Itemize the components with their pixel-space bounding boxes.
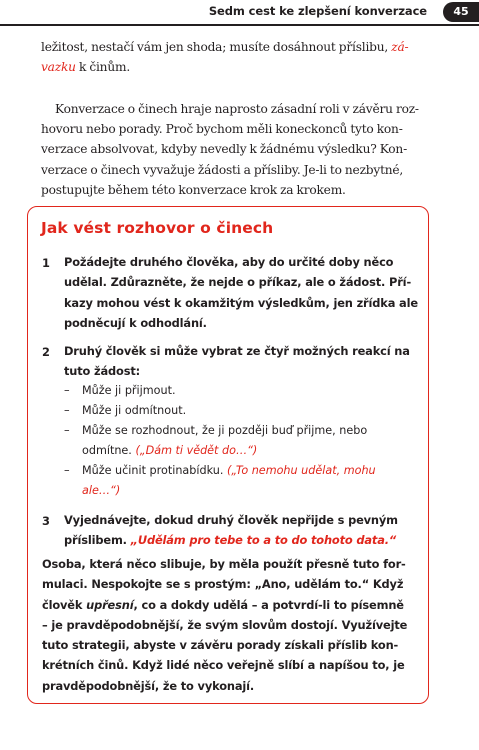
text-line	[82, 461, 376, 481]
step-number: 2	[42, 345, 50, 359]
text-span: Může učinit protinabídku.	[82, 464, 227, 477]
text-line: pravděpodobnější, že to vykonají.	[42, 678, 255, 693]
text-line: verzace o činech vyvažuje žádosti a přísliby. Je-li to nezbytné,	[41, 162, 404, 177]
running-header	[0, 0, 479, 26]
emphasis-term: zá-	[391, 40, 409, 54]
step-2-text	[64, 341, 410, 382]
option-4	[82, 461, 376, 501]
option-2: Může ji odmítnout.	[82, 404, 187, 417]
text-line	[41, 37, 436, 57]
running-head-title: Sedm cest ke zlepšení konverzace	[208, 4, 427, 18]
text-span: odmítne.	[82, 444, 136, 457]
step-number: 3	[42, 514, 50, 528]
text-line: krétních činů. Když lidé něco veřejně slíbí a napíšou to, je	[42, 658, 405, 673]
intro-paragraph-2	[41, 99, 436, 200]
text-span: k činům.	[75, 60, 130, 75]
option-3	[82, 421, 367, 461]
text-line: Druhý člověk si může vybrat ze čtyř možných reakcí na	[64, 344, 410, 358]
intro-paragraph-1	[41, 37, 436, 77]
example-quote: („To nemohu udělat, mohu	[226, 464, 376, 477]
text-line: hovoru nebo porady. Proč bychom měli koneckonců tyto kon-	[41, 122, 403, 137]
step-number: 1	[42, 256, 50, 270]
text-line: verzace absolvovat, kdyby nevedly k žádnému výsledku? Kon-	[41, 142, 408, 157]
text-span: člověk	[42, 597, 87, 612]
text-span: ležitost, nestačí vám jen shoda; musíte dosáhnout příslibu,	[41, 40, 392, 54]
step-1-text	[64, 252, 418, 333]
text-line	[82, 441, 367, 461]
text-span: , co a dokdy udělá – a potvrdí-li to písemně	[133, 597, 404, 612]
text-line: tuto žádost:	[64, 364, 141, 379]
emphasis-term: upřesní	[86, 597, 134, 612]
text-line: tuto strategii, abyste v závěru porady získali příslib kon-	[42, 638, 399, 653]
page-number-badge: 45	[443, 2, 479, 22]
text-line: Může se rozhodnout, že ji později buď přijme, nebo	[82, 424, 368, 437]
example-quote: („Dám ti vědět do…“)	[135, 444, 258, 457]
list-dash: –	[64, 424, 70, 437]
commitment-quote: „Udělám pro tebe to a to do tohoto data.“	[130, 533, 397, 548]
text-line: udělal. Zdůrazněte, že nejde o příkaz, ale o žádost. Pří-	[64, 275, 412, 290]
emphasis-term: vazku	[41, 60, 76, 75]
closing-paragraph	[42, 554, 407, 696]
text-line: podněcují k odhodlání.	[64, 315, 207, 330]
text-line: Požádejte druhého člověka, aby do určité doby něco	[64, 255, 394, 269]
box-title: Jak vést rozhovor o činech	[41, 219, 274, 237]
text-line: Vyjednávejte, dokud druhý člověk nepřijde s pevným	[64, 513, 398, 527]
list-dash: –	[64, 464, 70, 477]
text-line: – je pravděpodobnější, že svým slovům dostojí. Využívejte	[42, 617, 408, 632]
text-line	[64, 530, 398, 550]
text-line: kazy mohou vést k okamžitým výsledkům, jen zřídka ale	[64, 295, 418, 310]
text-line: Osoba, která něco slibuje, by měla použít přesně tuto for-	[42, 557, 406, 571]
step-3-text	[64, 510, 398, 551]
text-line	[42, 595, 407, 615]
list-dash: –	[64, 384, 70, 397]
text-span: příslibem.	[64, 533, 131, 548]
list-dash: –	[64, 404, 70, 417]
text-line: mulaci. Nespokojte se s prostým: „Ano, udělám to.“ Když	[42, 577, 404, 592]
text-line	[41, 57, 436, 77]
text-line: Konverzace o činech hraje naprosto zásadní roli v závěru roz-	[55, 102, 419, 116]
option-1: Může ji přijmout.	[82, 384, 176, 397]
example-quote: ale…“)	[82, 484, 121, 497]
text-line: postupujte během této konverzace krok za krokem.	[41, 182, 346, 197]
